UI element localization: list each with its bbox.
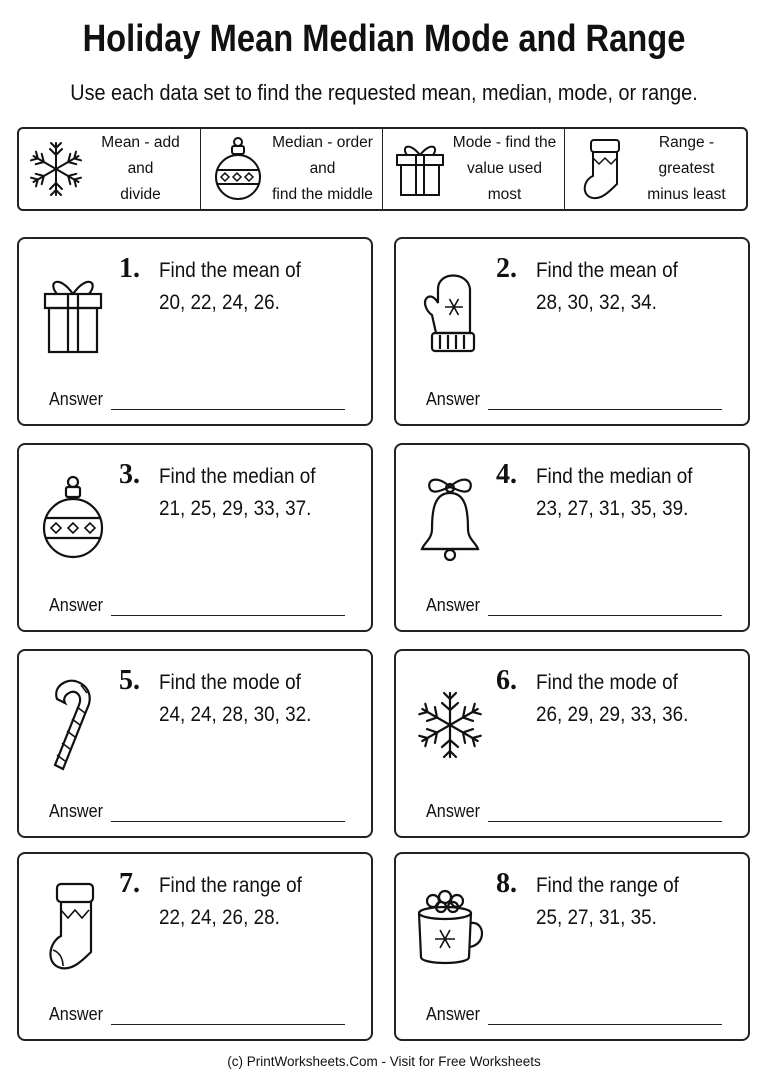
problem-prompt: Find the median of — [536, 465, 693, 488]
gift-icon — [389, 134, 451, 204]
problem-data-set: 21, 25, 29, 33, 37. — [159, 497, 312, 520]
problem-prompt: Find the median of — [159, 465, 316, 488]
answer-blank[interactable] — [111, 615, 345, 616]
answer-blank[interactable] — [488, 409, 722, 410]
snowflake-icon — [25, 134, 87, 204]
ornament-icon — [207, 134, 269, 204]
answer-blank[interactable] — [111, 409, 345, 410]
page-subtitle: Use each data set to find the requested mean, median, mode, or range. — [70, 80, 698, 105]
problem-data-set: 23, 27, 31, 35, 39. — [536, 497, 689, 520]
answer-label: Answer — [49, 595, 104, 615]
problem-data-set: 25, 27, 31, 35. — [536, 906, 657, 929]
problem-number: 6. — [496, 665, 517, 696]
mitten-icon — [414, 263, 486, 363]
problem-prompt: Find the mode of — [536, 671, 678, 694]
problem-number: 7. — [119, 868, 140, 899]
problem-number: 1. — [119, 253, 140, 284]
answer-label: Answer — [49, 801, 104, 821]
problem-number: 4. — [496, 459, 517, 490]
legend-median-line1: Median - order and — [272, 134, 373, 177]
candy-cane-icon — [37, 675, 109, 775]
legend-mean-line1: Mean - add and — [101, 134, 180, 177]
page-title: Holiday Mean Median Mode and Range — [82, 18, 686, 60]
problem-card-1 — [17, 237, 373, 426]
cocoa-mug-icon — [414, 878, 486, 978]
problem-number: 5. — [119, 665, 140, 696]
legend-mode — [383, 129, 565, 209]
bell-icon — [414, 469, 486, 569]
stocking-icon — [37, 878, 109, 978]
answer-label: Answer — [426, 1004, 481, 1024]
legend-median-line2: find the middle — [272, 186, 373, 203]
problem-card-5 — [17, 649, 373, 838]
problem-card-3 — [17, 443, 373, 632]
answer-blank[interactable] — [488, 821, 722, 822]
legend-box — [17, 127, 748, 211]
problem-prompt: Find the mode of — [159, 671, 301, 694]
footer-credit: (c) PrintWorksheets.Com - Visit for Free Worksheets — [227, 1054, 541, 1069]
problem-data-set: 28, 30, 32, 34. — [536, 291, 657, 314]
gift-icon — [37, 263, 109, 363]
problem-number: 2. — [496, 253, 517, 284]
problem-data-set: 22, 24, 26, 28. — [159, 906, 280, 929]
problem-card-8 — [394, 852, 750, 1041]
answer-blank[interactable] — [488, 615, 722, 616]
legend-mode-line2: value used most — [467, 160, 542, 203]
answer-label: Answer — [426, 389, 481, 409]
legend-mean-line2: divide — [120, 186, 161, 203]
snowflake-icon — [414, 675, 486, 775]
problem-prompt: Find the range of — [536, 874, 679, 897]
problem-prompt: Find the mean of — [536, 259, 678, 282]
answer-label: Answer — [49, 1004, 104, 1024]
answer-blank[interactable] — [488, 1024, 722, 1025]
problem-card-6 — [394, 649, 750, 838]
legend-range-line2: minus least — [647, 186, 726, 203]
legend-mode-line1: Mode - find the — [452, 134, 557, 151]
problem-prompt: Find the mean of — [159, 259, 301, 282]
answer-label: Answer — [49, 389, 104, 409]
problem-prompt: Find the range of — [159, 874, 302, 897]
problem-card-7 — [17, 852, 373, 1041]
legend-median — [201, 129, 383, 209]
problem-number: 3. — [119, 459, 140, 490]
stocking-icon — [571, 134, 633, 204]
problem-number: 8. — [496, 868, 517, 899]
problem-data-set: 26, 29, 29, 33, 36. — [536, 703, 689, 726]
answer-label: Answer — [426, 595, 481, 615]
problem-card-2 — [394, 237, 750, 426]
answer-label: Answer — [426, 801, 481, 821]
problem-data-set: 24, 24, 28, 30, 32. — [159, 703, 312, 726]
problem-data-set: 20, 22, 24, 26. — [159, 291, 280, 314]
legend-range — [565, 129, 746, 209]
problem-card-4 — [394, 443, 750, 632]
answer-blank[interactable] — [111, 821, 345, 822]
legend-range-line1: Range - greatest — [658, 134, 715, 177]
answer-blank[interactable] — [111, 1024, 345, 1025]
ornament-icon — [37, 469, 109, 569]
legend-mean — [19, 129, 201, 209]
